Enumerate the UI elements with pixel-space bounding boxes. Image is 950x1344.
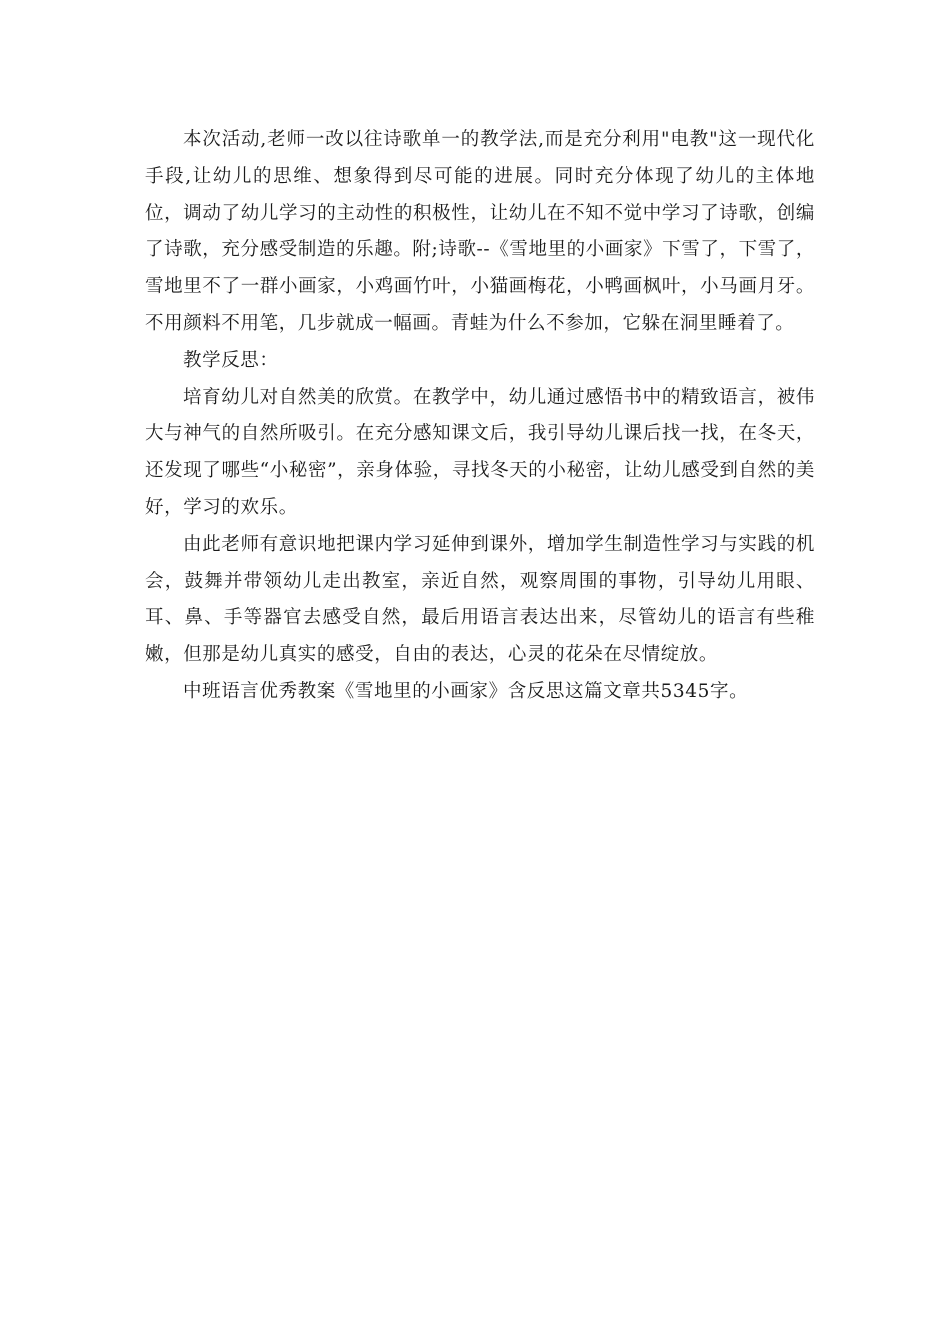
paragraph-word-count: 中班语言优秀教案《雪地里的小画家》含反思这篇文章共5345字。 (183, 680, 749, 702)
paragraph-outdoor-learning: 由此老师有意识地把课内学习延伸到课外，增加学生制造性学习与实践的机会，鼓舞并带领幼儿走出教室，亲近自然，观察周围的事物，引导幼儿用眼、耳、鼻、手等器官去感受自然，最后用语言表达出来，尽管幼儿的语言有些稚嫩，但那是幼儿真实的感受，自由的表达，心灵的花朵在尽情绽放。 (145, 533, 815, 666)
paragraph-nature-appreciation: 培育幼儿对自然美的欣赏。在教学中，幼儿通过感悟书中的精致语言，被伟大与神气的自然所吸引。在充分感知课文后，我引导幼儿课后找一找，在冬天，还发现了哪些“小秘密”，亲身体验，寻找冬天的小秘密，让幼儿感受到自然的美好，学习的欢乐。 (145, 386, 815, 518)
paragraph-activity-summary: 本次活动,老师一改以往诗歌单一的教学法,而是充分利用"电教"这一现代化手段,让幼儿的思维、想象得到尽可能的进展。同时充分体现了幼儿的主体地位，调动了幼儿学习的主动性的积极性，让幼儿在不知不觉中学习了诗歌，创编了诗歌，充分感受制造的乐趣。附;诗歌--《雪地里的小画家》下雪了，下雪了，雪地里不了一群小画家，小鸡画竹叶，小猫画梅花，小鸭画枫叶，小马画月牙。不用颜料不用笔，几步就成一幅画。青蛙为什么不参加，它躲在洞里睡着了。 (145, 129, 815, 334)
document-body (145, 122, 815, 711)
paragraph-reflection-heading: 教学反思： (183, 349, 279, 371)
